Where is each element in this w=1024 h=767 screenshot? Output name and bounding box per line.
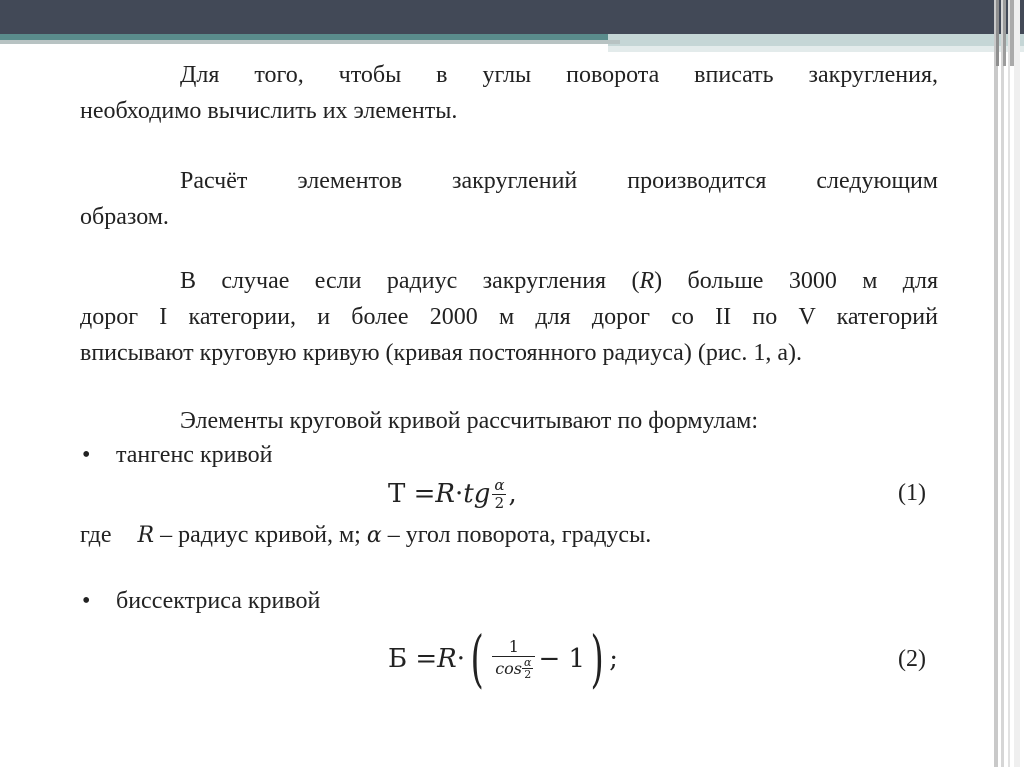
formula-2-minus-one: − 1: [538, 644, 586, 674]
bullet-marker: •: [82, 442, 91, 468]
variable-definitions: где R – радиус кривой, м; α – угол поворота, градусы.: [80, 522, 652, 548]
paragraph-2-line-1: Расчёт элементов закруглений производится следующим: [180, 168, 938, 194]
formula-2-frac-den: cos α 2: [495, 656, 532, 681]
formula-1-tg: tg: [463, 479, 491, 509]
slide-side-bar: [1014, 0, 1020, 767]
formula-1-frac-den: 2: [494, 493, 505, 512]
slide-side-bar-top: [1003, 0, 1006, 66]
formula-1-r: R: [435, 479, 455, 509]
slide-accent-stripe-light: [608, 46, 1024, 52]
formula-2-tail: ;: [609, 644, 619, 674]
paragraph-3-line-3: вписывают круговую кривую (кривая постоянного радиуса) (рис. 1, а).: [80, 340, 802, 366]
formula-2-inner-fraction: α 2: [524, 656, 532, 681]
paragraph-3-line-1: В случае если радиус закругления (R) больше 3000 м для: [180, 268, 939, 294]
formula-1-lhs: Т =: [388, 479, 436, 509]
slide-side-bar: [1001, 0, 1004, 767]
formula-2-left-paren: (: [470, 622, 484, 695]
formula-1-frac-num: α: [494, 475, 505, 494]
formula-1-dot: ·: [454, 479, 464, 509]
paragraph-4-line-1: Элементы круговой кривой рассчитывают по формулам:: [180, 408, 758, 434]
slide-side-bar-top: [1010, 0, 1014, 66]
formula-tangent: [388, 470, 517, 518]
slide-side-bar: [1008, 0, 1010, 767]
bullet-marker: •: [82, 588, 91, 614]
formula-2-fraction: [495, 638, 532, 680]
slide-accent-stripe-right: [608, 34, 1024, 46]
paragraph-1-line-1: Для того, чтобы в углы поворота вписать закругления,: [180, 62, 938, 88]
formula-1-tail: ,: [508, 479, 517, 509]
slide-top-bar: [0, 0, 1024, 34]
slide-side-bar-top: [996, 0, 999, 66]
formula-2-lhs: Б =: [388, 644, 438, 674]
formula-1-fraction: [492, 477, 506, 512]
paragraph-2-line-2: образом.: [80, 204, 169, 230]
paragraph-3-line-2: дорог I категории, и более 2000 м для дорог со II по V категорий: [80, 304, 938, 330]
formula-2-frac-num: 1: [492, 638, 535, 657]
equation-number-2: (2): [898, 646, 926, 672]
formula-bisector: [388, 622, 618, 696]
slide-side-bar: [994, 0, 998, 767]
paragraph-1-line-2: необходимо вычислить их элементы.: [80, 98, 458, 124]
formula-2-dot: ·: [456, 644, 465, 674]
equation-number-1: (1): [898, 480, 926, 506]
slide-accent-stripe-gray: [0, 40, 620, 44]
formula-2-r: R: [437, 644, 457, 674]
bullet-item-tangent: тангенс кривой: [116, 442, 273, 468]
formula-2-right-paren: ): [590, 622, 604, 695]
bullet-item-bisector: биссектриса кривой: [116, 588, 321, 614]
